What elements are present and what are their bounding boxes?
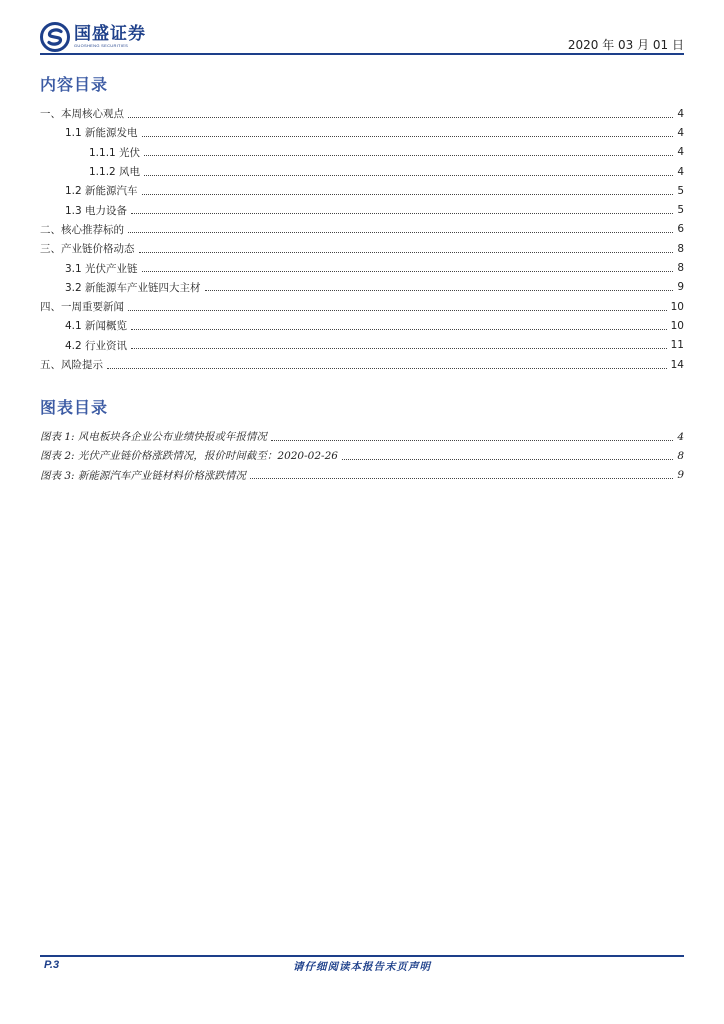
page-header [40, 22, 684, 56]
toc-leader [131, 328, 667, 330]
toc-item[interactable] [40, 200, 684, 219]
toc-item-page: 6 [677, 223, 684, 236]
toc-leader [128, 116, 673, 118]
toc-leader [128, 309, 667, 311]
toc-leader [139, 251, 674, 253]
toc-item-page: 8 [677, 242, 684, 255]
toc-leader [107, 367, 667, 369]
toc-item[interactable] [40, 297, 684, 316]
toc-item-label: 二、核心推荐标的 [40, 223, 124, 236]
figure-item-page: 8 [677, 449, 684, 462]
toc-item-page: 14 [670, 358, 684, 371]
figure-leader [342, 458, 673, 460]
toc-item-page: 4 [677, 126, 684, 139]
toc-item-label: 三、产业链价格动态 [40, 243, 135, 256]
toc-item-page: 8 [677, 262, 684, 275]
toc-item-label: 四、一周重要新闻 [40, 301, 124, 314]
page-number: P.3 [44, 959, 60, 971]
toc-leader [205, 289, 674, 291]
footer-divider [40, 955, 684, 957]
toc-list [40, 104, 684, 374]
figure-leader [250, 477, 673, 479]
toc-item-page: 10 [670, 300, 684, 313]
figure-item-label: 图表 2: 光伏产业链价格涨跌情况，报价时间截至：2020-02-26 [40, 450, 338, 463]
brand-logo [40, 22, 146, 52]
toc-item[interactable] [40, 316, 684, 335]
toc-item[interactable] [40, 258, 684, 277]
toc-leader [144, 174, 673, 176]
figure-item-page: 9 [677, 469, 684, 482]
toc-item-page: 11 [670, 339, 684, 352]
brand-logo-icon [40, 22, 70, 52]
toc-item[interactable] [40, 181, 684, 200]
toc-item-page: 9 [677, 281, 684, 294]
toc-leader [131, 212, 673, 214]
brand-text [74, 25, 146, 49]
figures-title: 图表目录 [40, 398, 109, 417]
toc-item-label: 1.3 电力设备 [65, 204, 128, 217]
toc-item-label: 3.1 光伏产业链 [65, 262, 138, 275]
toc-item-page: 4 [677, 107, 684, 120]
figure-item[interactable] [40, 446, 684, 465]
toc-item[interactable] [40, 162, 684, 181]
report-date: 2020 年 03 月 01 日 [567, 38, 684, 52]
toc-item-label: 1.2 新能源汽车 [65, 185, 138, 198]
figure-item-label: 图表 1: 风电板块各企业公布业绩快报或年报情况 [40, 431, 267, 444]
toc-item-page: 5 [677, 184, 684, 197]
toc-item-label: 3.2 新能源车产业链四大主材 [65, 281, 201, 294]
figure-item[interactable] [40, 466, 684, 485]
toc-item-label: 1.1 新能源发电 [65, 127, 138, 140]
figure-item[interactable] [40, 427, 684, 446]
brand-name-cn: 国盛证券 [74, 24, 146, 44]
toc-item-label: 4.1 新闻概览 [65, 320, 128, 333]
toc-item[interactable] [40, 104, 684, 123]
figure-leader [271, 439, 673, 441]
toc-item[interactable] [40, 336, 684, 355]
toc-title: 内容目录 [40, 75, 109, 94]
figure-item-page: 4 [677, 430, 684, 443]
toc-leader [142, 193, 674, 195]
toc-item-label: 一、本周核心观点 [40, 108, 124, 121]
footer-disclaimer: 请仔细阅读本报告末页声明 [293, 961, 431, 973]
toc-item[interactable] [40, 143, 684, 162]
toc-leader [142, 135, 674, 137]
toc-leader [131, 347, 667, 349]
toc-item-label: 1.1.2 风电 [89, 166, 141, 179]
figure-item-label: 图表 3: 新能源汽车产业链材料价格涨跌情况 [40, 469, 246, 482]
toc-item-label: 1.1.1 光伏 [89, 146, 141, 159]
toc-item-page: 4 [677, 165, 684, 178]
figures-list [40, 427, 684, 485]
toc-item[interactable] [40, 123, 684, 142]
toc-item-page: 10 [670, 319, 684, 332]
toc-item-page: 4 [677, 146, 684, 159]
toc-item[interactable] [40, 355, 684, 374]
toc-leader [128, 231, 673, 233]
toc-item[interactable] [40, 220, 684, 239]
toc-item-page: 5 [677, 204, 684, 217]
toc-item-label: 4.2 行业资讯 [65, 339, 128, 352]
header-divider [40, 53, 684, 55]
toc-item[interactable] [40, 278, 684, 297]
toc-leader [142, 270, 674, 272]
toc-item-label: 五、风险提示 [40, 359, 103, 371]
toc-item[interactable] [40, 239, 684, 258]
brand-name-en: GUOSHENG SECURITIES [74, 43, 129, 48]
toc-leader [144, 154, 673, 156]
